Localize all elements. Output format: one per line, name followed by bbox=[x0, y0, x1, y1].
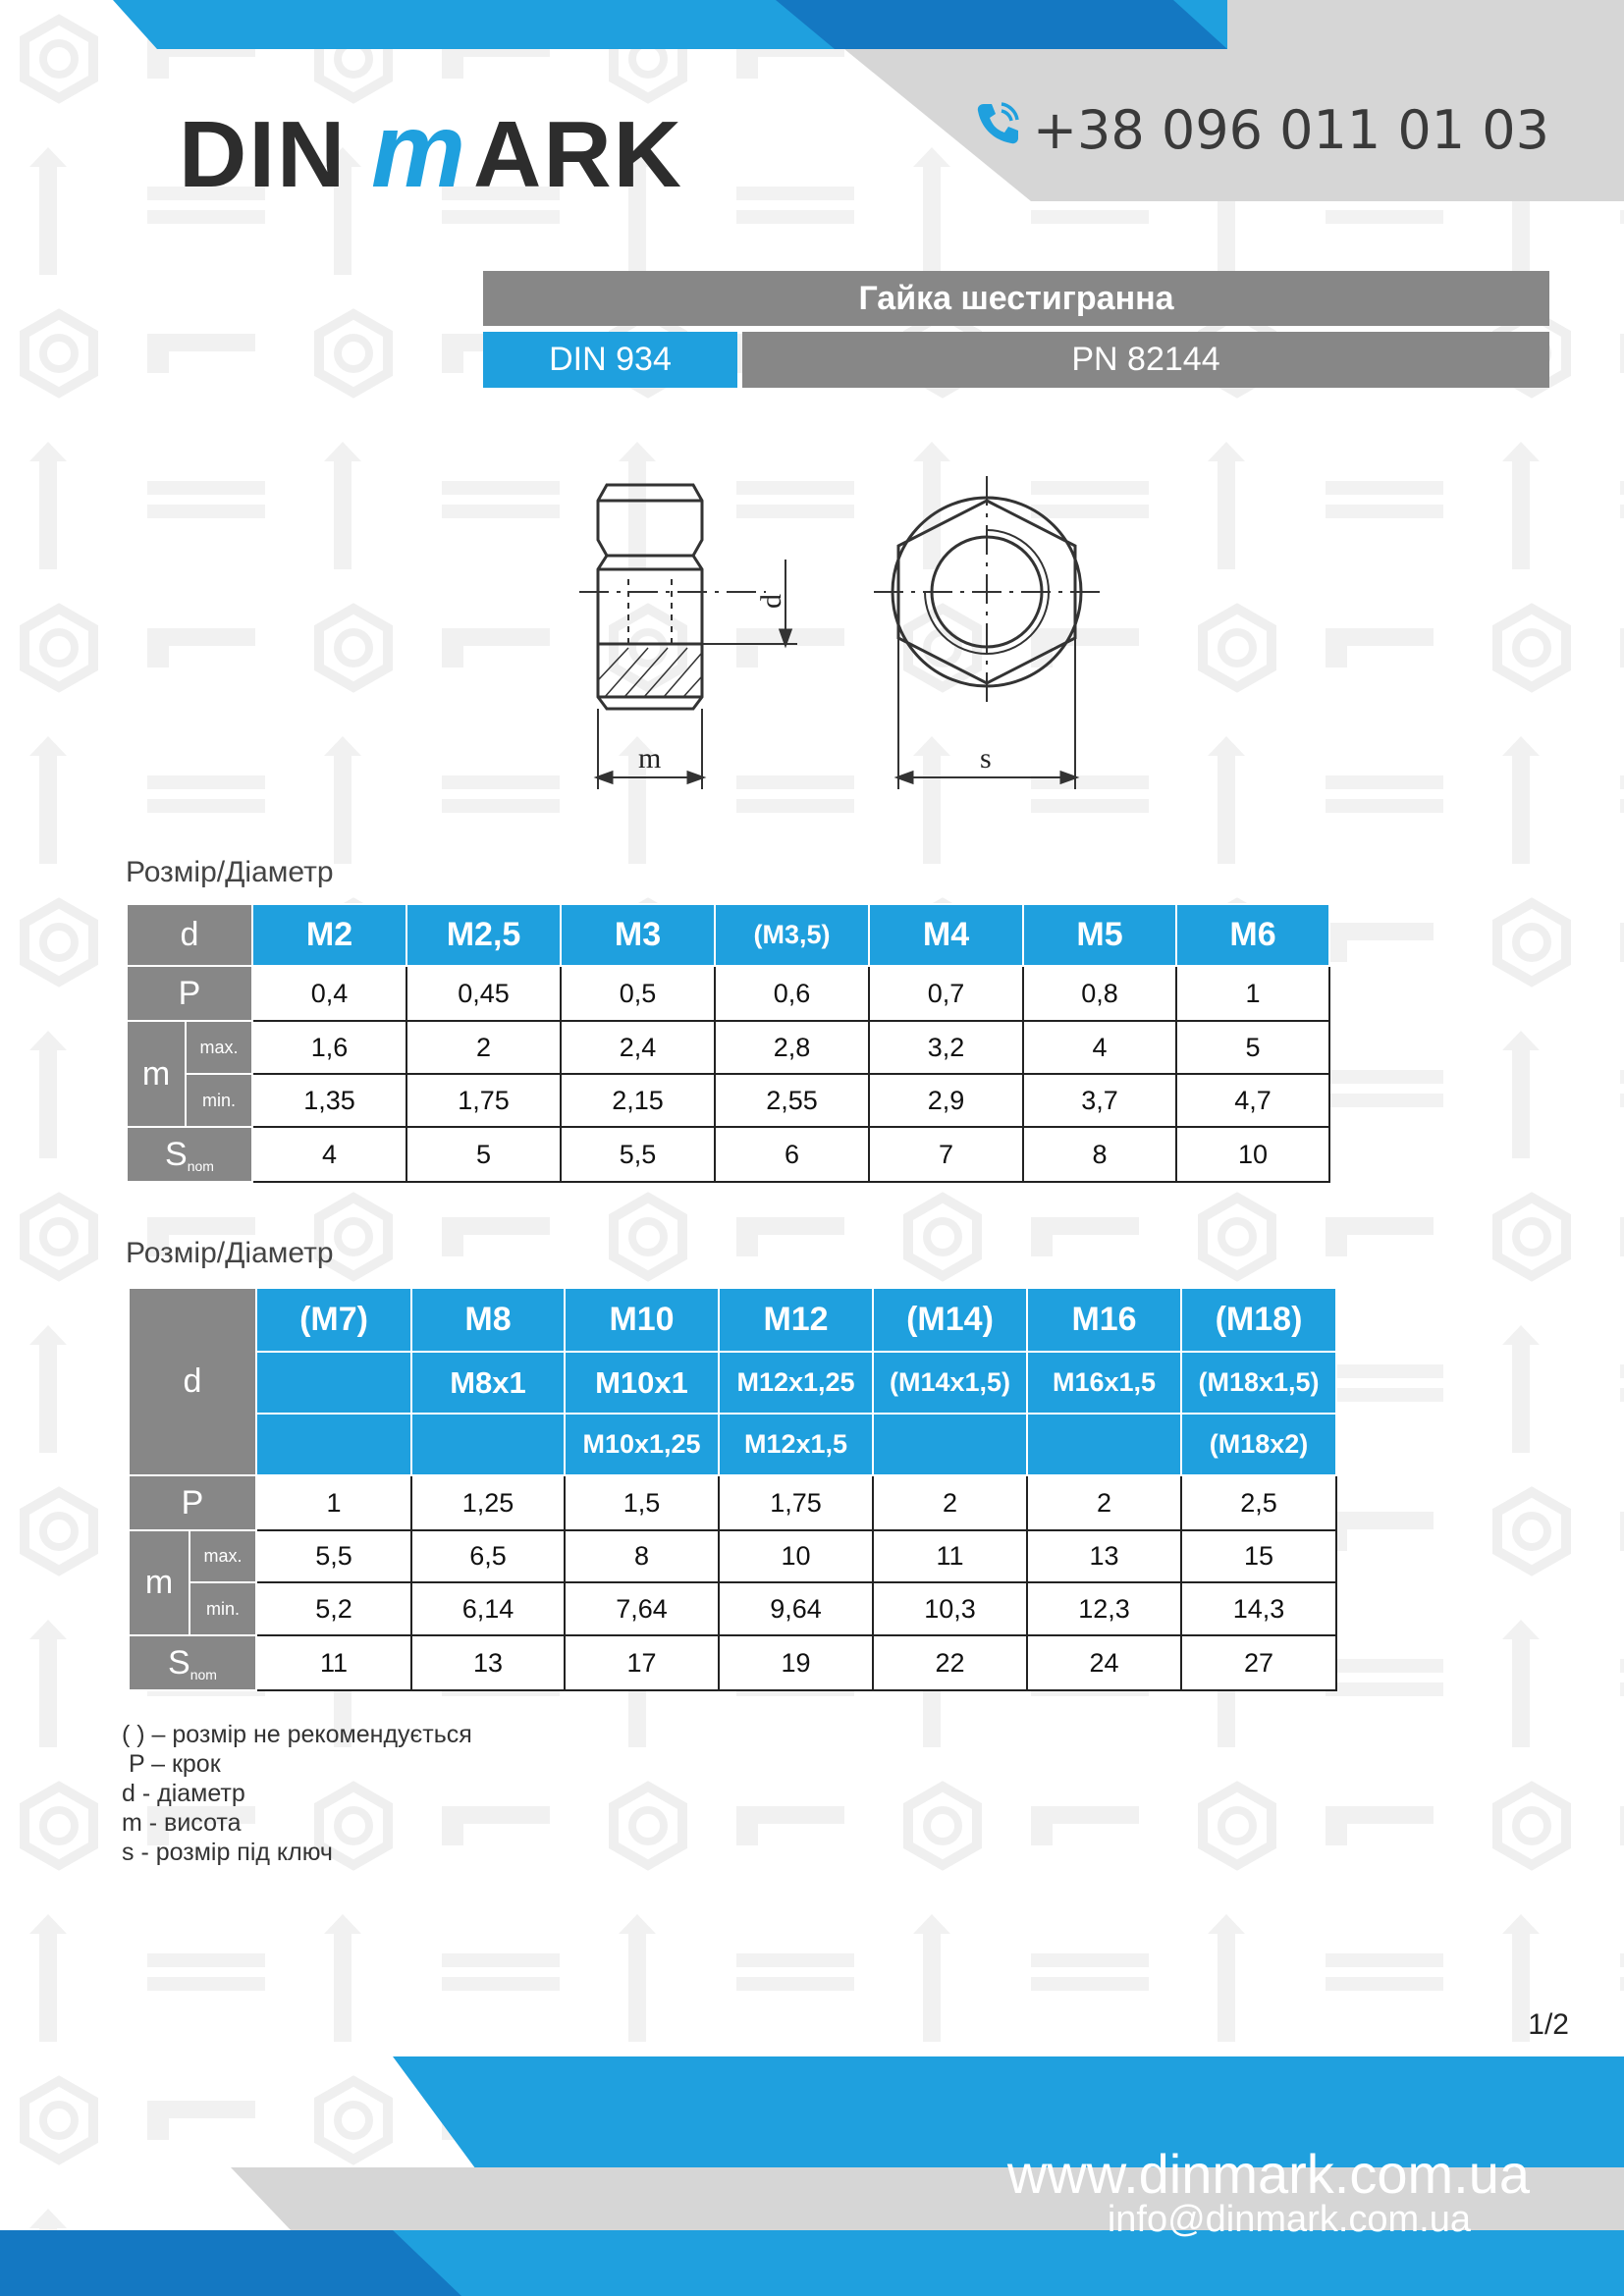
value-cell: 3,2 bbox=[869, 1021, 1023, 1074]
value-cell: 5 bbox=[1176, 1021, 1329, 1074]
value-cell: 22 bbox=[873, 1635, 1027, 1690]
size-cell: M16x1,5 bbox=[1027, 1352, 1181, 1414]
size-cell: M2 bbox=[252, 904, 406, 966]
table2-caption: Розмір/Діаметр bbox=[126, 1237, 334, 1269]
value-cell: 1,6 bbox=[252, 1021, 406, 1074]
label-d: d bbox=[755, 594, 787, 609]
legend-item: d - діаметр bbox=[122, 1780, 245, 1807]
phone-number: +38 096 011 01 03 bbox=[1032, 99, 1549, 161]
size-cell: M12 bbox=[719, 1288, 873, 1352]
value-cell: 0,6 bbox=[715, 966, 869, 1021]
value-cell: 5,5 bbox=[561, 1127, 715, 1182]
legend-item: ( ) – розмір не рекомендується bbox=[122, 1721, 472, 1748]
size-cell: M12x1,25 bbox=[719, 1352, 873, 1414]
value-cell: 3,7 bbox=[1023, 1074, 1176, 1127]
size-cell bbox=[1027, 1414, 1181, 1475]
phone-icon bbox=[972, 98, 1023, 162]
value-cell: 15 bbox=[1181, 1530, 1336, 1582]
value-cell: 6,5 bbox=[411, 1530, 565, 1582]
table1-pitch-row bbox=[127, 966, 1329, 1021]
value-cell: 2,9 bbox=[869, 1074, 1023, 1127]
value-cell: 13 bbox=[411, 1635, 565, 1690]
legend-item: P – крок bbox=[122, 1750, 221, 1778]
value-cell: 2 bbox=[873, 1475, 1027, 1530]
size-cell bbox=[411, 1414, 565, 1475]
value-cell: 1 bbox=[1176, 966, 1329, 1021]
size-table-2 bbox=[128, 1287, 1337, 1691]
legend-item: s - розмір під ключ bbox=[122, 1839, 333, 1866]
table2-header-row-3 bbox=[129, 1414, 1336, 1475]
value-cell: 8 bbox=[565, 1530, 719, 1582]
value-cell: 17 bbox=[565, 1635, 719, 1690]
size-cell: (M18x1,5) bbox=[1181, 1352, 1336, 1414]
standard-din: DIN 934 bbox=[483, 332, 737, 388]
value-cell: 2,55 bbox=[715, 1074, 869, 1127]
s-label: $S_{nom}$ bbox=[129, 1635, 256, 1690]
nut-technical-drawing bbox=[569, 461, 1139, 805]
value-cell: 0,8 bbox=[1023, 966, 1176, 1021]
svg-text:ARK: ARK bbox=[473, 108, 683, 196]
value-cell: 2,8 bbox=[715, 1021, 869, 1074]
table2-header-row-2 bbox=[129, 1352, 1336, 1414]
value-cell: 13 bbox=[1027, 1530, 1181, 1582]
min-label: min. bbox=[186, 1074, 252, 1127]
size-cell: M6 bbox=[1176, 904, 1329, 966]
table2-mmin-row bbox=[129, 1582, 1336, 1635]
table1-mmax-row bbox=[127, 1021, 1329, 1074]
size-cell bbox=[256, 1414, 411, 1475]
value-cell: 0,5 bbox=[561, 966, 715, 1021]
max-label: max. bbox=[186, 1021, 252, 1074]
size-cell bbox=[873, 1414, 1027, 1475]
size-cell: M10 bbox=[565, 1288, 719, 1352]
size-table-1 bbox=[126, 903, 1330, 1183]
m-label: m bbox=[129, 1530, 189, 1635]
table2-pitch-row bbox=[129, 1475, 1336, 1530]
d-label: d bbox=[129, 1288, 256, 1475]
value-cell: 0,4 bbox=[252, 966, 406, 1021]
size-cell: (M18x2) bbox=[1181, 1414, 1336, 1475]
value-cell: 24 bbox=[1027, 1635, 1181, 1690]
p-label: P bbox=[127, 966, 252, 1021]
s-label: $S_{nom}$ bbox=[127, 1127, 252, 1182]
table1-snom-row bbox=[127, 1127, 1329, 1182]
dinmark-logo bbox=[179, 108, 729, 201]
size-cell: (M14) bbox=[873, 1288, 1027, 1352]
table2-header-row-1 bbox=[129, 1288, 1336, 1352]
size-cell: M3 bbox=[561, 904, 715, 966]
svg-text:m: m bbox=[371, 108, 466, 196]
table1-mmin-row bbox=[127, 1074, 1329, 1127]
value-cell: 12,3 bbox=[1027, 1582, 1181, 1635]
size-cell: M4 bbox=[869, 904, 1023, 966]
value-cell: 1,75 bbox=[719, 1475, 873, 1530]
label-s: s bbox=[980, 742, 992, 774]
value-cell: 7 bbox=[869, 1127, 1023, 1182]
page-number: 1/2 bbox=[1528, 2008, 1569, 2041]
max-label: max. bbox=[189, 1530, 256, 1582]
value-cell: 11 bbox=[256, 1635, 411, 1690]
value-cell: 2 bbox=[406, 1021, 561, 1074]
table2-mmax-row bbox=[129, 1530, 1336, 1582]
label-m: m bbox=[638, 742, 662, 774]
value-cell: 0,7 bbox=[869, 966, 1023, 1021]
value-cell: 1,25 bbox=[411, 1475, 565, 1530]
value-cell: 6 bbox=[715, 1127, 869, 1182]
email-link[interactable]: info@dinmark.com.ua bbox=[1107, 2199, 1471, 2240]
value-cell: 1,5 bbox=[565, 1475, 719, 1530]
website-link[interactable]: www.dinmark.com.ua bbox=[1006, 2143, 1530, 2205]
value-cell: 9,64 bbox=[719, 1582, 873, 1635]
value-cell: 8 bbox=[1023, 1127, 1176, 1182]
svg-text:DIN: DIN bbox=[179, 108, 348, 196]
size-cell: (M3,5) bbox=[715, 904, 869, 966]
value-cell: 19 bbox=[719, 1635, 873, 1690]
size-cell: M8x1 bbox=[411, 1352, 565, 1414]
table1-caption: Розмір/Діаметр bbox=[126, 856, 334, 888]
side-view-drawing bbox=[579, 485, 797, 789]
min-label: min. bbox=[189, 1582, 256, 1635]
value-cell: 4 bbox=[252, 1127, 406, 1182]
size-cell: M10x1,25 bbox=[565, 1414, 719, 1475]
m-label: m bbox=[127, 1021, 186, 1127]
value-cell: 11 bbox=[873, 1530, 1027, 1582]
d-label: d bbox=[127, 904, 252, 966]
value-cell: 2,4 bbox=[561, 1021, 715, 1074]
value-cell: 2 bbox=[1027, 1475, 1181, 1530]
size-cell: M10x1 bbox=[565, 1352, 719, 1414]
size-cell: (M7) bbox=[256, 1288, 411, 1352]
table2-snom-row bbox=[129, 1635, 1336, 1690]
p-label: P bbox=[129, 1475, 256, 1530]
size-cell: M2,5 bbox=[406, 904, 561, 966]
value-cell: 6,14 bbox=[411, 1582, 565, 1635]
table1-header-row bbox=[127, 904, 1329, 966]
size-cell: M8 bbox=[411, 1288, 565, 1352]
value-cell: 2,5 bbox=[1181, 1475, 1336, 1530]
value-cell: 5,2 bbox=[256, 1582, 411, 1635]
size-cell bbox=[256, 1352, 411, 1414]
value-cell: 2,15 bbox=[561, 1074, 715, 1127]
value-cell: 27 bbox=[1181, 1635, 1336, 1690]
value-cell: 1,75 bbox=[406, 1074, 561, 1127]
size-cell: (M18) bbox=[1181, 1288, 1336, 1352]
size-cell: M16 bbox=[1027, 1288, 1181, 1352]
value-cell: 0,45 bbox=[406, 966, 561, 1021]
value-cell: 7,64 bbox=[565, 1582, 719, 1635]
legend-item: m - висота bbox=[122, 1809, 242, 1837]
value-cell: 10 bbox=[1176, 1127, 1329, 1182]
value-cell: 1,35 bbox=[252, 1074, 406, 1127]
phone-contact[interactable] bbox=[972, 98, 1549, 162]
size-cell: M12x1,5 bbox=[719, 1414, 873, 1475]
value-cell: 4,7 bbox=[1176, 1074, 1329, 1127]
value-cell: 5 bbox=[406, 1127, 561, 1182]
standard-pn: PN 82144 bbox=[742, 332, 1549, 388]
value-cell: 5,5 bbox=[256, 1530, 411, 1582]
value-cell: 10,3 bbox=[873, 1582, 1027, 1635]
size-cell: M5 bbox=[1023, 904, 1176, 966]
value-cell: 14,3 bbox=[1181, 1582, 1336, 1635]
size-cell: (M14x1,5) bbox=[873, 1352, 1027, 1414]
value-cell: 1 bbox=[256, 1475, 411, 1530]
value-cell: 10 bbox=[719, 1530, 873, 1582]
value-cell: 4 bbox=[1023, 1021, 1176, 1074]
product-title: Гайка шестигранна bbox=[483, 271, 1549, 326]
legend bbox=[122, 1720, 472, 1867]
